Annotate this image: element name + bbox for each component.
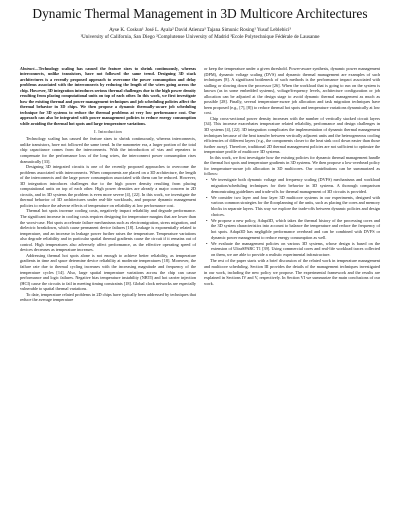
contribution-item: • We evaluate the management policies on various 3D systems, whose design is based on the extension of UltraSPARC T1 [39]. Using commercial cores and real-life workload traces collected on them, we are able to provide a realistic experimental infrastructure. bbox=[211, 241, 380, 258]
right-column bbox=[204, 66, 380, 286]
author-affiliations: ¹University of California, San Diego ²Complutense University of Madrid ³Ecole Polytechnique Fédérale de Lausanne bbox=[80, 33, 320, 40]
body-paragraph: In this work, we first investigate how the existing policies for dynamic thermal management handle the thermal hot spots and temperature gradients in 3D systems. We then propose a low-overhead policy for temperature-aware job allocation in 3D multicores. Our contributions can be summarized as follows: bbox=[204, 154, 380, 177]
body-paragraph: Thermal hot spots increase cooling costs, negatively impact reliability and degrade performance. The significant increase in cooling costs requires designing for temperature margins that are lower than the worst-case. Hot spots accelerate failure mechanisms such as electromigration, stress migration, and dielectric breakdown, which cause permanent device failures [18]. Leakage is exponentially related to temperature, and an increase in leakage power further raises the temperature. Temperature variations also degrade reliability and in particular spatial thermal gradients cause the circuit if it remains out of control. High temperatures also adversely affect performance, as the effective operating speed of devices decreases as temperature increases. bbox=[20, 208, 196, 253]
abstract-lead: Abstract— bbox=[20, 66, 39, 71]
contributions-list bbox=[204, 177, 380, 257]
paper-title: Dynamic Thermal Management in 3D Multicore Architectures bbox=[32, 6, 368, 21]
contribution-item: • We consider two layer and four layer 3D multicore systems in our experiments, designed with various common strategies for the floorplanning of the units, such as placing the cores and memory blocks in separate layers. This way we explore the trade-offs between dynamic policies and design choices. bbox=[211, 195, 380, 217]
body-paragraph: To date, temperature related problems in 2D chips have typically been addressed by techniques that reduce the average temperature bbox=[20, 291, 196, 303]
body-paragraph: or keep the temperature under a given threshold. Power-aware synthesis, dynamic power management (DPM), dynamic voltage scaling (DVS) and dynamic thermal management are examples of such techniques [8]. A significant bottleneck of such methods is the performance impact associated with stalling or slowing down the processor [26]. When the workload that is going to run on the system is known (as in some embedded systems), voltage/frequency levels, architecture configuration or job allocation can be adjusted at the design stage to avoid dynamic thermal management as much as possible [28]. Finally, several temperature-aware job allocation and task migration techniques have been proposed (e.g., [7], [8]) to reduce thermal hot spots and temperature variations dynamically at low cost. bbox=[204, 66, 380, 116]
contribution-item: • We propose a new policy, Adapt3D, which takes the thermal history of the processing cores and the 3D system characteristics into account to balance the temperature and reduce the frequency of hot spots. Adapt3D has negligible performance overhead and can be combined with DVFS or dynamic power management to reduce energy consumption as well. bbox=[211, 218, 380, 240]
section-heading-introduction: I. Introduction bbox=[94, 128, 122, 134]
author-names: Ayse K. Coskun¹ José L. Ayala² David Atienza³ Tajana Simunic Rosing¹ Yusuf Leblebici³ bbox=[109, 27, 291, 33]
contribution-item: • We investigate both dynamic voltage and frequency scaling (DVFS) mechanisms and workload migration/scheduling techniques for their behavior in 3D systems. A thorough comparison demonstrating guidelines and trade-offs for thermal management of 3D circuits is provided. bbox=[211, 177, 380, 194]
abstract-text: Technology scaling has caused the feature sizes to shrink continuously, whereas interconnects, unlike transistors, have not followed the same trend. Designing 3D stack architectures is a recently proposed approach to overcome the power consumption and delay problems associated with the interconnects by reducing the length of the wires going across the chip. However, 3D integration introduces serious thermal challenges due to the high power density resulting from placing computational units on top of each other. In this work, we first investigate how the existing thermal and power management techniques and job scheduling policies affect the thermal behavior in 3D chips. We then propose a dynamic thermally-aware job scheduling technique for 3D systems to reduce the thermal problems at very low performance cost. Our approach can also be integrated with power management policies to reduce energy consumption while avoiding the thermal hot spots and large temperature variations. bbox=[20, 66, 196, 126]
body-paragraph: Addressing thermal hot spots alone is not enough to achieve better reliability, as temperature gradients in time and space determine device reliability at moderate temperatures [18]. Moreover, the failure rate due to thermal cycling increases with the increasing magnitude and frequency of the temperature cycles [14]. Also, large spatial temperature variations across the chip can cause performance and logic failures. Negative bias temperature instability (NBTI) and hot carrier injection (HCI) cause the circuits to fail in meeting timing constraints [18]. Global clock networks are especially vulnerable to spatial thermal variations. bbox=[20, 252, 196, 292]
author-block bbox=[0, 27, 400, 41]
left-column bbox=[20, 66, 196, 303]
body-paragraph: The rest of the paper starts with a brief discussion of the related work in temperature management and multicore scheduling. Section III provides the details of the management techniques investigated in our work, including the new policy we propose. The experimental framework and the results are explained in Sections IV and V, respectively. In Section VI we summarize the main conclusions of our work. bbox=[204, 258, 380, 286]
abstract bbox=[20, 66, 196, 126]
body-paragraph: Chip cross-sectional power density increases with the number of vertically stacked circuit layers [34]. This increase exacerbates temperature related reliability, performance and design challenges in 3D systems [4], [22]. 3D integration complicates the implementation of dynamic thermal management techniques because of the heat transfer between vertically adjacent units and the heterogeneous cooling efficiencies of different layers (e.g., the components closer to the heat sink cool down easier than those further away). Therefore, traditional 2D thermal management policies are not sufficient to optimize the temperature profile of multicore 3D systems. bbox=[204, 115, 380, 155]
body-paragraph: Technology scaling has caused the feature sizes to shrink continuously, whereas interconnects, unlike transistors, have not followed the same trend. In the nanometer era, a larger portion of the total chip capacitance comes from the interconnects. With the introduction of vias and repeaters to compensate for the performance loss of the long wires, the interconnect power consumption rises dramatically [33]. bbox=[20, 136, 196, 164]
body-paragraph: Designing 3D integrated circuits is one of the recently proposed approaches to overcome the problems associated with interconnects. When components are placed on a 3D architecture, the length of the interconnects and the large power consumption associated with them can be reduced. However, 3D integration introduces challenges due to the high power density resulting from placing computational units on top of each other. High power densities are already a major concern in 2D circuits, and in 3D systems the problem is even more severe [4], [22]. In this work, we investigate the thermal behavior of 3D architectures under real-life workloads, and propose dynamic management policies to reduce the adverse effects of temperature on reliability at low performance cost. bbox=[20, 164, 196, 208]
